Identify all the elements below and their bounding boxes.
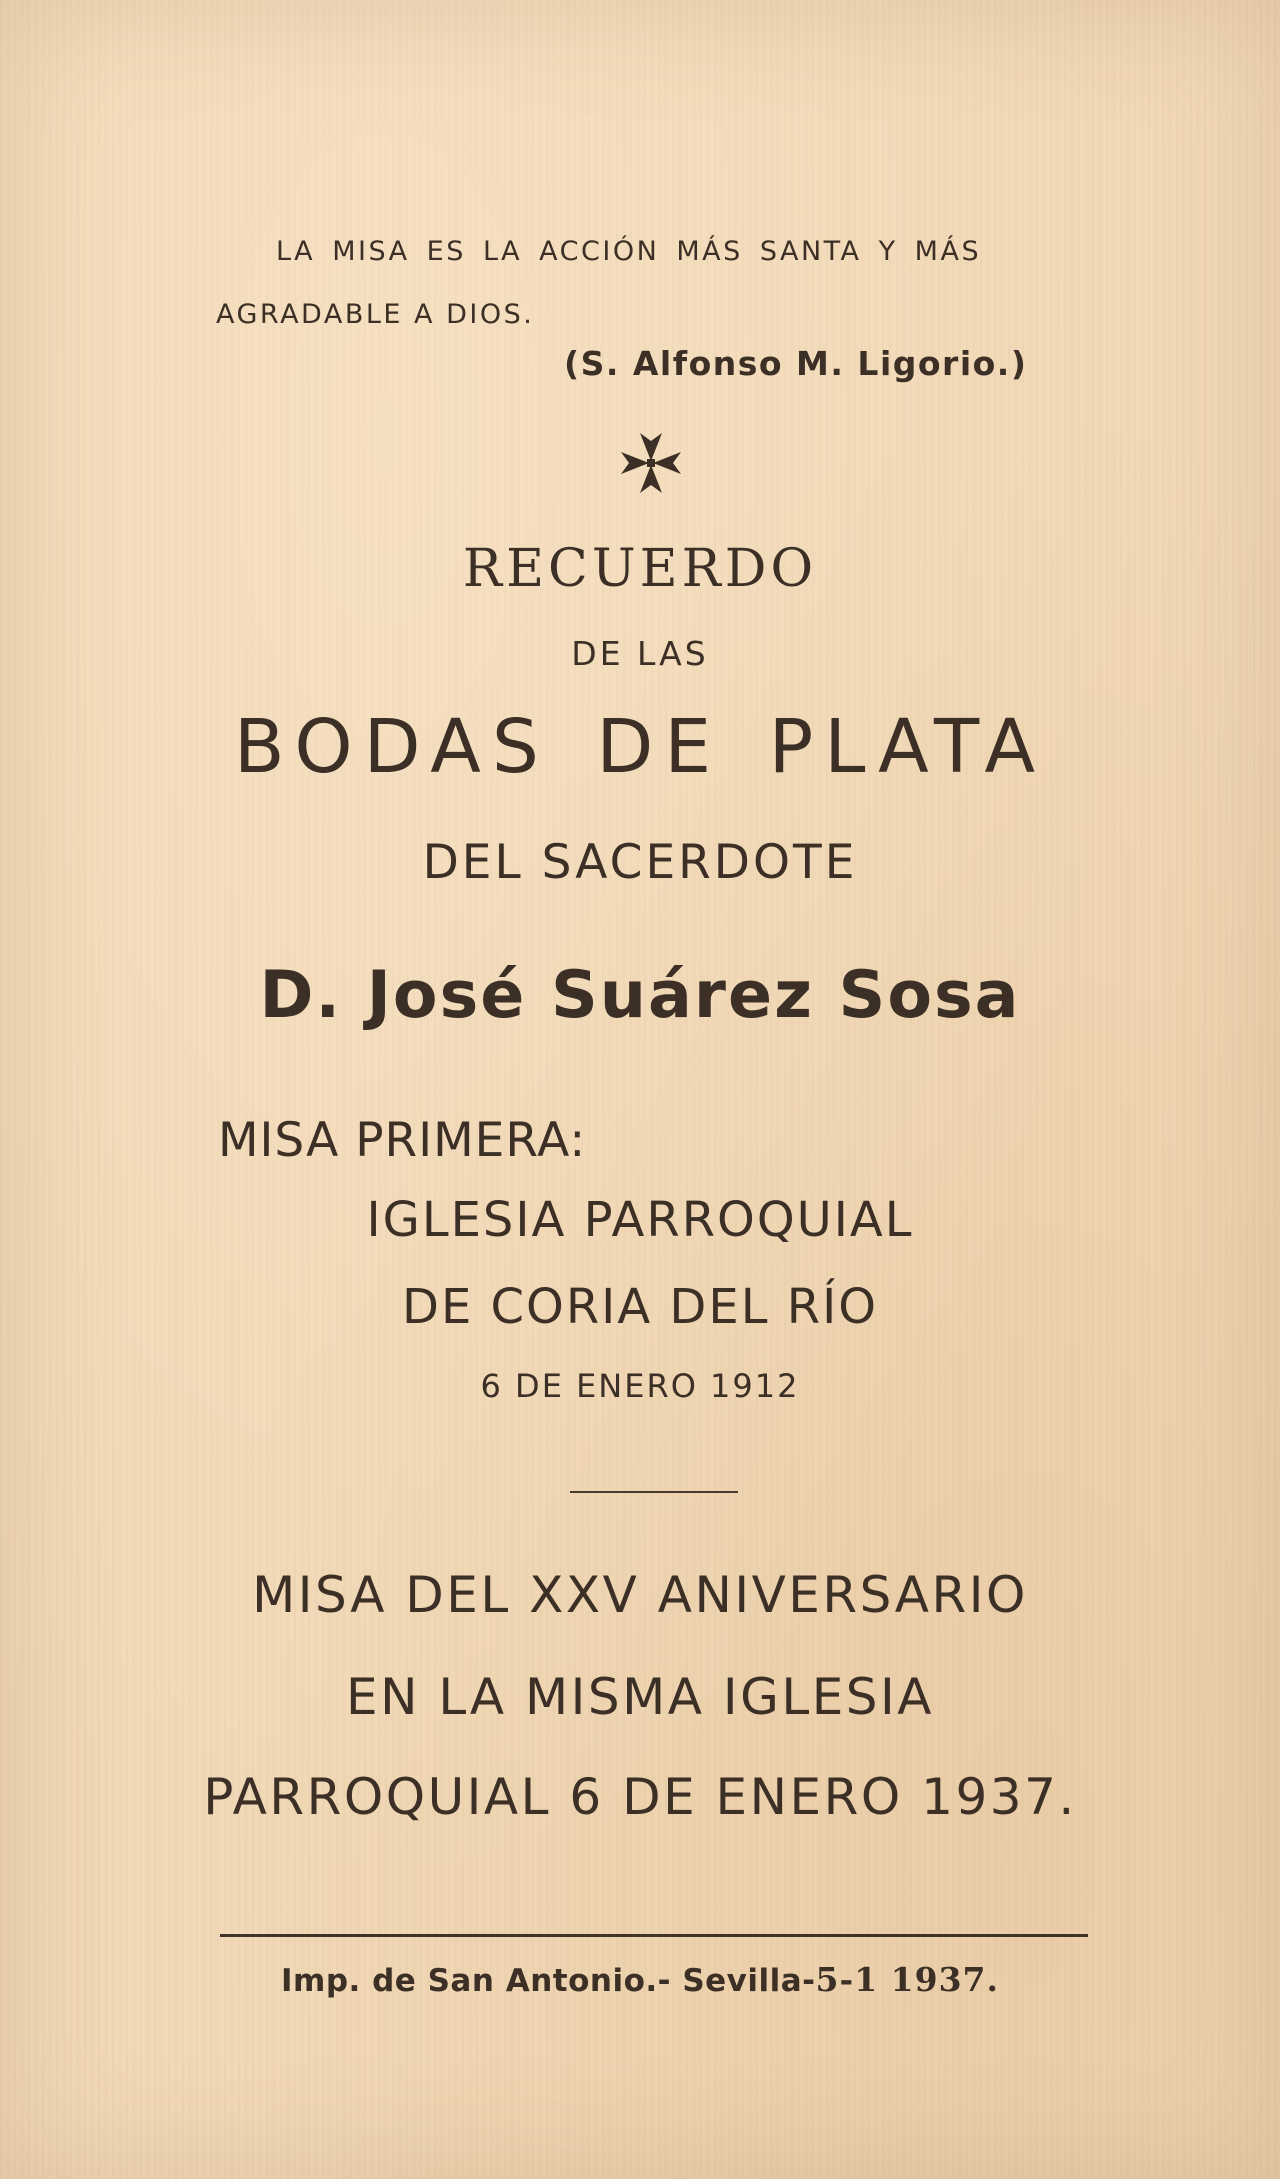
aniversario-line-3: PARROQUIAL 6 DE ENERO 1937. — [203, 1768, 1077, 1826]
heading-del-sacerdote: DEL SACERDOTE — [422, 835, 858, 890]
heading-bodas-de-plata: BODAS DE PLATA — [233, 704, 1047, 790]
misa-primera-place-line1: IGLESIA PARROQUIAL — [366, 1192, 914, 1248]
heading-recuerdo: RECUERDO — [462, 539, 818, 599]
quote-attribution: (S. Alfonso M. Ligorio.) — [564, 344, 1028, 383]
maltese-cross-icon — [618, 430, 684, 496]
misa-primera-date: 6 DE ENERO 1912 — [480, 1367, 800, 1405]
heading-de-las: DE LAS — [571, 634, 709, 673]
priest-name: D. José Suárez Sosa — [259, 958, 1021, 1033]
imprint-text: Imp. de San Antonio.- Sevilla- — [281, 1963, 816, 1999]
misa-primera-place-line2: DE CORIA DEL RÍO — [401, 1279, 879, 1335]
imprint-date: 5-1 1937. — [815, 1960, 999, 1999]
section-divider — [570, 1491, 738, 1493]
misa-primera-label: MISA PRIMERA: — [218, 1113, 587, 1168]
quote-line-2: AGRADABLE A DIOS. — [216, 299, 535, 330]
quote-line-1: LA MISA ES LA ACCIÓN MÁS SANTA Y MÁS — [276, 236, 982, 267]
aniversario-line-2: EN LA MISMA IGLESIA — [346, 1668, 934, 1726]
footer-divider — [220, 1934, 1088, 1937]
aniversario-line-1: MISA DEL XXV ANIVERSARIO — [252, 1566, 1028, 1624]
printer-imprint — [0, 1960, 1280, 1999]
